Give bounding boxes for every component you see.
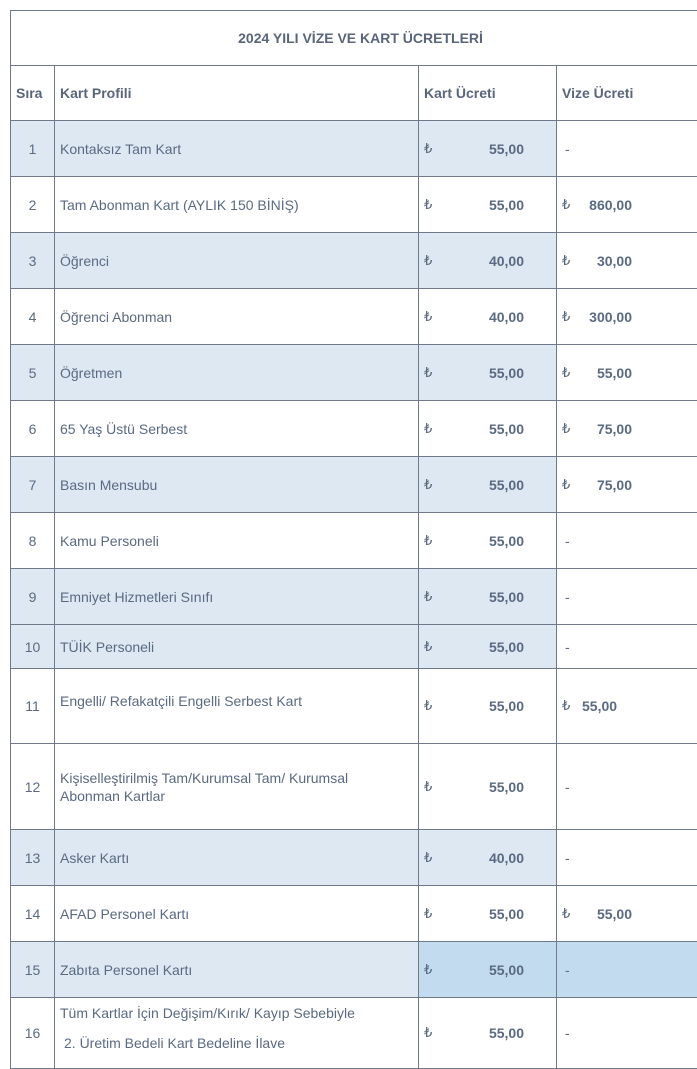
header-row <box>11 66 697 121</box>
lira-icon: ₺ <box>424 140 433 156</box>
card-profile: TÜİK Personeli <box>55 625 419 669</box>
row-number: 12 <box>11 744 55 830</box>
card-fee: 40,00 <box>488 252 524 269</box>
lira-icon: ₺ <box>424 476 433 492</box>
header-vize: Vize Ücreti <box>557 66 697 121</box>
card-fee: 55,00 <box>488 140 524 157</box>
card-profile: Tam Abonman Kart (AYLIK 150 BİNİŞ) <box>55 177 419 233</box>
card-fee: 55,00 <box>488 364 524 381</box>
card-fee: 55,00 <box>488 532 524 549</box>
row-number: 11 <box>11 669 55 744</box>
row-number: 6 <box>11 401 55 457</box>
card-fee: 55,00 <box>488 905 524 922</box>
card-profile: 65 Yaş Üstü Serbest <box>55 401 419 457</box>
row-number: 16 <box>11 998 55 1069</box>
table-title: 2024 YILI VİZE VE KART ÜCRETLERİ <box>11 11 697 66</box>
card-profile-note: 2. Üretim Bedeli Kart Bedeline İlave <box>64 1035 285 1051</box>
visa-fee: 75,00 <box>596 420 632 437</box>
card-fee: 55,00 <box>488 778 524 795</box>
card-profile: Kişiselleştirilmiş Tam/Kurumsal Tam/ Kurumsal Abonman Kartlar <box>55 744 419 830</box>
row-number: 14 <box>11 886 55 942</box>
visa-fee: - <box>565 588 570 605</box>
visa-fee: 75,00 <box>596 476 632 493</box>
lira-icon: ₺ <box>562 364 571 380</box>
table-row <box>11 569 697 625</box>
card-profile: Engelli/ Refakatçili Engelli Serbest Kart <box>55 669 419 744</box>
header-no: Sıra <box>11 66 55 121</box>
row-number: 2 <box>11 177 55 233</box>
visa-fee: - <box>565 638 570 655</box>
fee-table <box>10 10 697 1069</box>
card-fee: 55,00 <box>488 638 524 655</box>
row-number: 1 <box>11 121 55 177</box>
card-profile: Öğretmen <box>55 345 419 401</box>
table-row <box>11 121 697 177</box>
table-row <box>11 177 697 233</box>
visa-fee: - <box>565 532 570 549</box>
visa-fee: - <box>565 1025 570 1041</box>
visa-fee: 300,00 <box>589 308 632 325</box>
card-fee: 55,00 <box>488 420 524 437</box>
card-fee: 55,00 <box>488 588 524 605</box>
visa-fee: - <box>565 778 570 795</box>
lira-icon: ₺ <box>562 420 571 436</box>
row-number: 9 <box>11 569 55 625</box>
table-row <box>11 401 697 457</box>
lira-icon: ₺ <box>424 196 433 212</box>
header-name: Kart Profili <box>55 66 419 121</box>
card-profile: AFAD Personel Kartı <box>55 886 419 942</box>
card-profile: Tüm Kartlar İçin Değişim/Kırık/ Kayıp Sebebiyle <box>60 1005 355 1021</box>
row-number: 3 <box>11 233 55 289</box>
lira-icon: ₺ <box>562 905 571 921</box>
visa-fee: - <box>565 140 570 157</box>
visa-fee: 860,00 <box>589 196 632 213</box>
card-profile: Öğrenci <box>55 233 419 289</box>
lira-icon: ₺ <box>424 849 433 865</box>
visa-fee: - <box>565 849 570 866</box>
table-row <box>11 289 697 345</box>
table-row <box>11 744 697 830</box>
row-number: 4 <box>11 289 55 345</box>
table-row <box>11 998 697 1069</box>
table-row <box>11 233 697 289</box>
lira-icon: ₺ <box>562 698 571 713</box>
lira-icon: ₺ <box>424 1025 433 1040</box>
row-number: 10 <box>11 625 55 669</box>
visa-fee: 55,00 <box>582 698 618 714</box>
lira-icon: ₺ <box>424 588 433 604</box>
lira-icon: ₺ <box>424 961 433 977</box>
card-fee: 40,00 <box>488 308 524 325</box>
card-fee: 55,00 <box>488 196 524 213</box>
lira-icon: ₺ <box>424 252 433 268</box>
table-row <box>11 457 697 513</box>
card-profile: Basın Mensubu <box>55 457 419 513</box>
lira-icon: ₺ <box>424 308 433 324</box>
lira-icon: ₺ <box>562 196 571 212</box>
row-number: 13 <box>11 830 55 886</box>
card-fee: 40,00 <box>488 849 524 866</box>
lira-icon: ₺ <box>424 420 433 436</box>
table-row <box>11 345 697 401</box>
row-number: 15 <box>11 942 55 998</box>
row-number: 8 <box>11 513 55 569</box>
row-number: 7 <box>11 457 55 513</box>
lira-icon: ₺ <box>562 308 571 324</box>
table-row <box>11 513 697 569</box>
visa-fee: 30,00 <box>596 252 632 269</box>
visa-fee: 55,00 <box>596 905 632 922</box>
lira-icon: ₺ <box>424 698 433 713</box>
lira-icon: ₺ <box>424 364 433 380</box>
card-fee: 55,00 <box>488 1025 524 1041</box>
card-profile: Asker Kartı <box>55 830 419 886</box>
card-profile: Öğrenci Abonman <box>55 289 419 345</box>
table-row <box>11 886 697 942</box>
card-fee: 55,00 <box>488 961 524 978</box>
table-row <box>11 942 697 998</box>
table-row <box>11 669 697 744</box>
card-profile: Kamu Personeli <box>55 513 419 569</box>
row-number: 5 <box>11 345 55 401</box>
lira-icon: ₺ <box>424 905 433 921</box>
table-row <box>11 625 697 669</box>
card-fee: 55,00 <box>488 698 524 714</box>
lira-icon: ₺ <box>424 778 433 794</box>
card-profile: Zabıta Personel Kartı <box>55 942 419 998</box>
visa-fee: 55,00 <box>596 364 632 381</box>
card-profile: Kontaksız Tam Kart <box>55 121 419 177</box>
lira-icon: ₺ <box>424 532 433 548</box>
lira-icon: ₺ <box>424 638 433 654</box>
table-row <box>11 830 697 886</box>
card-fee: 55,00 <box>488 476 524 493</box>
lira-icon: ₺ <box>562 252 571 268</box>
header-kart: Kart Ücreti <box>419 66 557 121</box>
card-profile: Emniyet Hizmetleri Sınıfı <box>55 569 419 625</box>
visa-fee: - <box>565 961 570 978</box>
lira-icon: ₺ <box>562 476 571 492</box>
